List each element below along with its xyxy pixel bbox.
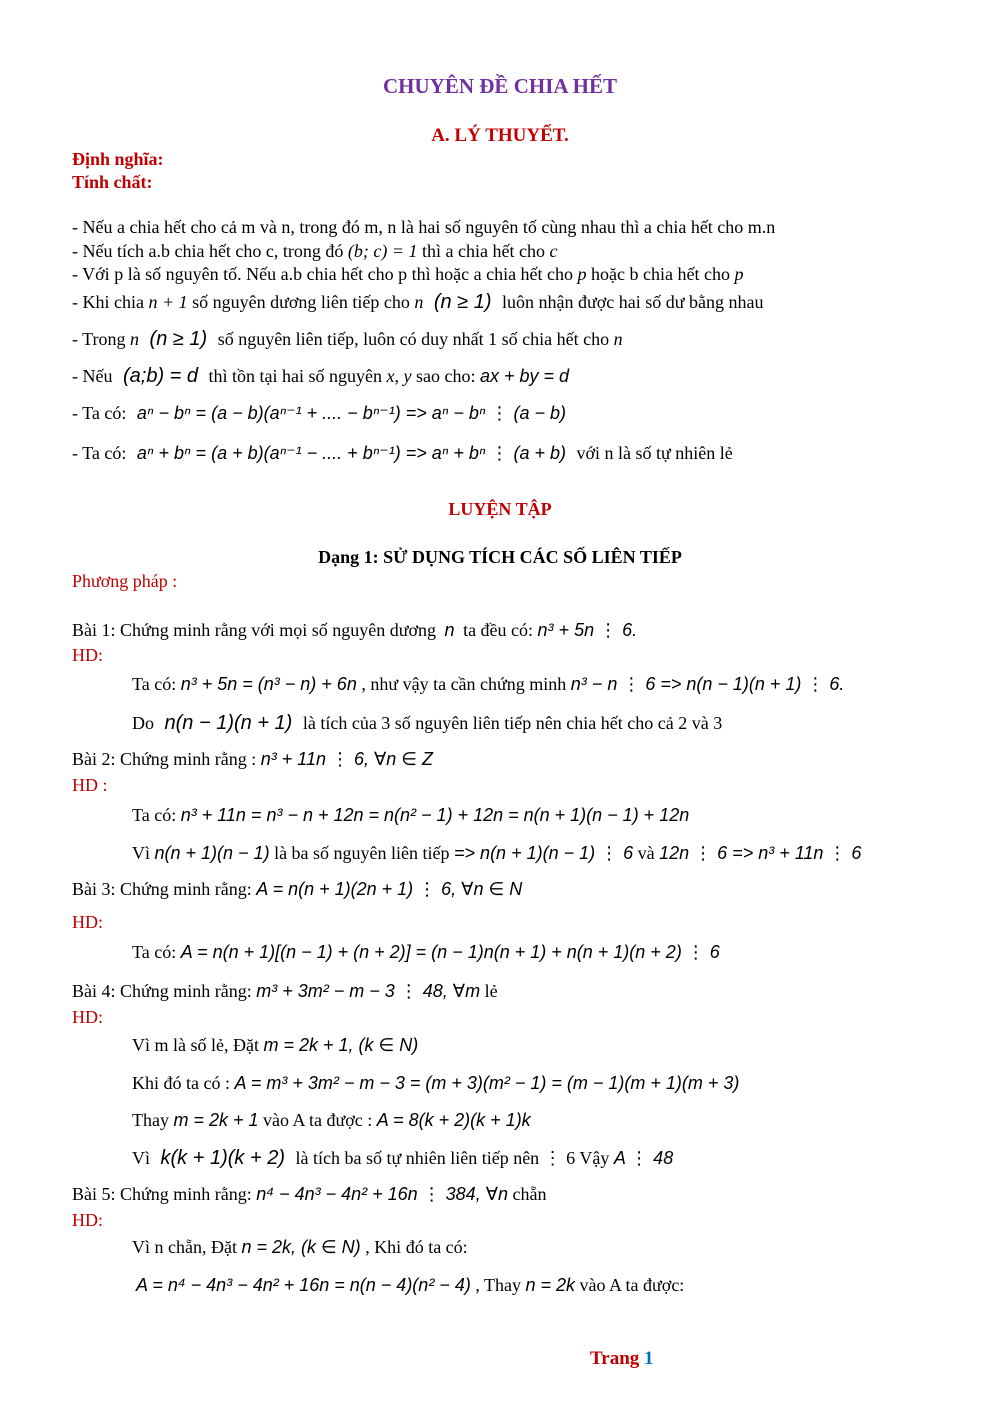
page-title: CHUYÊN ĐỀ CHIA HẾT <box>383 74 617 98</box>
exercise-2-line-2: Vì n(n + 1)(n − 1) là ba số nguyên liên tiếp => n(n + 1)(n − 1) ⋮ 6 và 12n ⋮ 6 => n³ + 11n ⋮ 6 <box>132 843 862 863</box>
property-5: - Trong n (n ≥ 1) số nguyên liên tiếp, luôn có duy nhất 1 số chia hết cho n <box>72 328 623 350</box>
exercise-2-hint-label: HD : <box>72 775 108 795</box>
property-8: - Ta có: aⁿ + bⁿ = (a + b)(aⁿ⁻¹ − .... + bⁿ⁻¹) => aⁿ + bⁿ ⋮ (a + b) với n là số tự nhiên lẻ <box>72 443 733 463</box>
exercise-3-hint-label: HD: <box>72 912 103 932</box>
exercise-4-question: Bài 4: Chứng minh rằng: m³ + 3m² − m − 3 ⋮ 48, ∀m lẻ <box>72 981 498 1001</box>
exercise-1-line-2: Do n(n − 1)(n + 1) là tích của 3 số nguyên liên tiếp nên chia hết cho cả 2 và 3 <box>132 712 723 734</box>
exercise-2-line-1: Ta có: n³ + 11n = n³ − n + 12n = n(n² − 1) + 12n = n(n + 1)(n − 1) + 12n <box>132 805 690 825</box>
exercise-5-question: Bài 5: Chứng minh rằng: n⁴ − 4n³ − 4n² + 16n ⋮ 384, ∀n chẵn <box>72 1184 547 1204</box>
exercise-1-line-1: Ta có: n³ + 5n = (n³ − n) + 6n , như vậy ta cần chứng minh n³ − n ⋮ 6 => n(n − 1)(n + 1) ⋮ 6. <box>132 674 845 694</box>
exercise-4-line-2: Khi đó ta có : A = m³ + 3m² − m − 3 = (m + 3)(m² − 1) = (m − 1)(m + 1)(m + 3) <box>132 1073 740 1093</box>
exercise-2-question: Bài 2: Chứng minh rằng : n³ + 11n ⋮ 6, ∀n ∈ Z <box>72 749 433 769</box>
method-label: Phương pháp : <box>72 571 178 591</box>
property-6: - Nếu (a;b) = d thì tồn tại hai số nguyên x, y sao cho: ax + by = d <box>72 365 570 387</box>
property-2: - Nếu tích a.b chia hết cho c, trong đó (b; c) = 1 thì a chia hết cho c <box>72 241 558 261</box>
definition-label: Định nghĩa: <box>72 149 164 169</box>
exercise-1-hint-label: HD: <box>72 645 103 665</box>
exercise-5-line-1: Vì n chẵn, Đặt n = 2k, (k ∈ N) , Khi đó ta có: <box>132 1237 468 1257</box>
exercise-4-line-3: Thay m = 2k + 1 vào A ta được : A = 8(k + 2)(k + 1)k <box>132 1110 531 1130</box>
page-footer <box>590 1349 654 1368</box>
exercise-5-hint-label: HD: <box>72 1210 103 1230</box>
section-heading-theory: A. LÝ THUYẾT. <box>431 125 569 146</box>
page-number: 1 <box>644 1348 654 1369</box>
property-4: - Khi chia n + 1 số nguyên dương liên tiếp cho n (n ≥ 1) luôn nhận được hai số dư bằng nhau <box>72 291 764 313</box>
property-1: - Nếu a chia hết cho cả m và n, trong đó m, n là hai số nguyên tố cùng nhau thì a chia hết cho m.n <box>72 217 776 237</box>
exercise-4-hint-label: HD: <box>72 1007 103 1027</box>
section-heading-practice: LUYỆN TẬP <box>448 499 552 519</box>
exercise-4-line-1: Vì m là số lẻ, Đặt m = 2k + 1, (k ∈ N) <box>132 1035 419 1055</box>
type-1-heading: Dạng 1: SỬ DỤNG TÍCH CÁC SỐ LIÊN TIẾP <box>318 547 682 567</box>
property-label: Tính chất: <box>72 172 153 192</box>
property-3: - Với p là số nguyên tố. Nếu a.b chia hết cho p thì hoặc a chia hết cho p hoặc b chia hết cho p <box>72 264 744 284</box>
exercise-4-line-4: Vì k(k + 1)(k + 2) là tích ba số tự nhiên liên tiếp nên ⋮ 6 Vậy A ⋮ 48 <box>132 1147 674 1169</box>
exercise-3-question: Bài 3: Chứng minh rằng: A = n(n + 1)(2n + 1) ⋮ 6, ∀n ∈ N <box>72 879 523 899</box>
page-label: Trang <box>590 1348 640 1369</box>
property-7: - Ta có: aⁿ − bⁿ = (a − b)(aⁿ⁻¹ + .... − bⁿ⁻¹) => aⁿ − bⁿ ⋮ (a − b) <box>72 403 566 423</box>
exercise-3-line-1: Ta có: A = n(n + 1)[(n − 1) + (n + 2)] = (n − 1)n(n + 1) + n(n + 1)(n + 2) ⋮ 6 <box>132 942 720 962</box>
exercise-1-question: Bài 1: Chứng minh rằng với mọi số nguyên dương n ta đều có: n³ + 5n ⋮ 6. <box>72 620 638 640</box>
exercise-5-line-2: A = n⁴ − 4n³ − 4n² + 16n = n(n − 4)(n² − 4) , Thay n = 2k vào A ta được: <box>136 1275 685 1295</box>
